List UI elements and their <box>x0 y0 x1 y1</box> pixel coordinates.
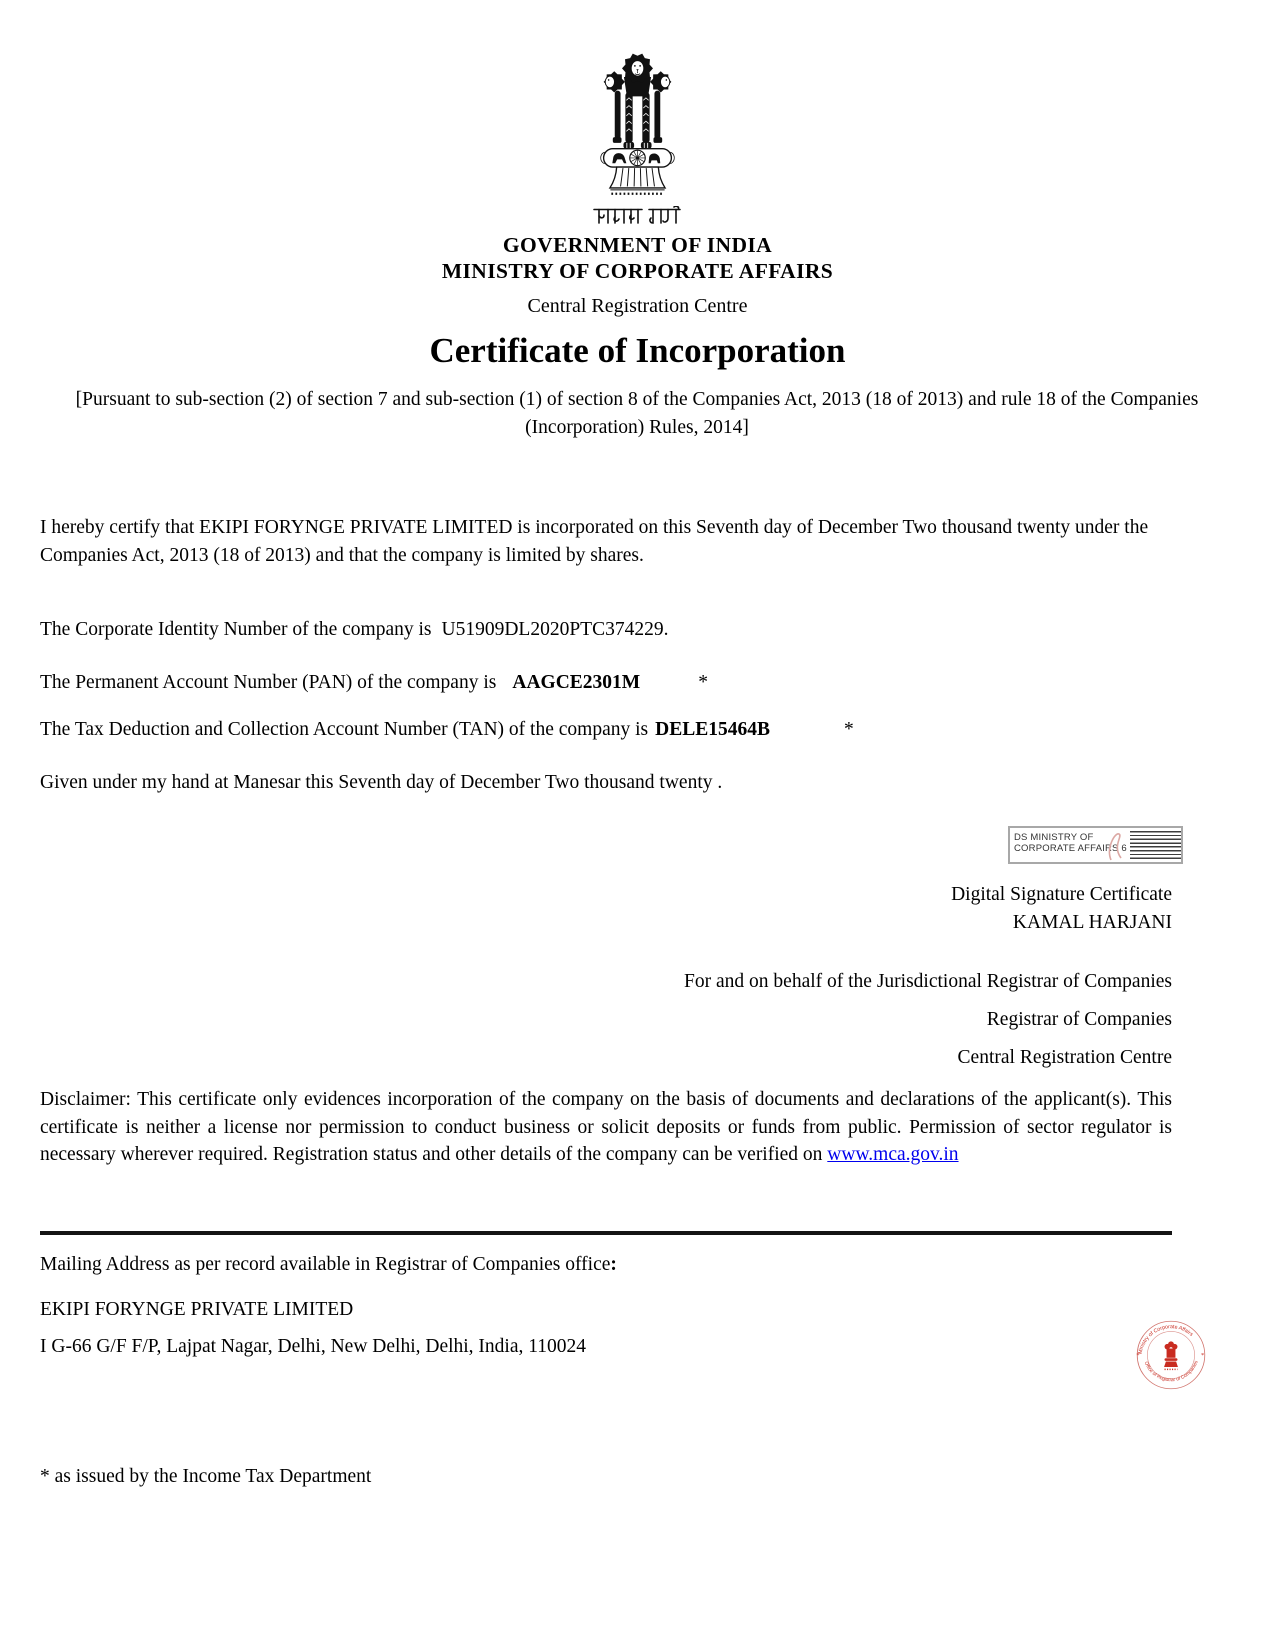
certification-paragraph: I hereby certify that EKIPI FORYNGE PRIVATE LIMITED is incorporated on this Seventh day of December Two thousand twenty under the Companies Act, 2013 (18 of 2013) and that the company is limited by shares. <box>40 517 1149 566</box>
header-government-of-india: GOVERNMENT OF INDIA <box>502 233 773 257</box>
cin-label: The Corporate Identity Number of the company is <box>40 619 432 640</box>
signature-metadata-micro-text <box>1130 831 1181 861</box>
on-behalf-line: For and on behalf of the Jurisdictional Registrar of Companies <box>684 971 1172 992</box>
ds-signature-stamp <box>1008 826 1183 864</box>
horizontal-divider <box>40 1231 1172 1235</box>
tan-label: The Tax Deduction and Collection Account Number (TAN) of the company is <box>40 719 649 740</box>
pursuant-clause: [Pursuant to sub-section (2) of section 7 and sub-section (1) of section 8 of the Companies Act, 2013 (18 of 2013) and rule 18 of the Companies (Incorporation) Rules, 2014] <box>75 389 1199 438</box>
footnote-asterisk-note: * as issued by the Income Tax Department <box>40 1466 372 1487</box>
seal-top-text: Ministry of Corporate Affairs <box>1137 1324 1194 1355</box>
mailing-address-heading: Mailing Address as per record available in Registrar of Companies office: <box>40 1254 617 1275</box>
certificate-title: Certificate of Incorporation <box>429 331 846 370</box>
pan-line <box>40 669 1172 697</box>
tan-value: DELE15464B <box>655 719 770 740</box>
disclaimer-text: Disclaimer: This certificate only evidences incorporation of the company on the basis of documents and declarations of the applicant(s). This certificate is neither a license nor permission to conduct business or solicit deposits or funds from public. Permission of sector regulator is necessary wherever required. Registration status and other details of the company can be verified on <box>40 1089 1172 1165</box>
cin-line <box>40 616 1172 644</box>
tan-asterisk: * <box>843 719 854 740</box>
mca-link[interactable]: www.mca.gov.in <box>827 1144 959 1165</box>
digital-signature-certificate-line: Digital Signature Certificate <box>951 884 1172 905</box>
header-ministry: MINISTRY OF CORPORATE AFFAIRS <box>441 259 834 283</box>
lion-capital-graphic <box>589 48 686 201</box>
seal-bottom-text: Office of Registrar of Companies <box>1142 1360 1200 1384</box>
tan-line <box>40 716 1172 744</box>
cin-value: U51909DL2020PTC374229 <box>441 619 664 640</box>
central-registration-centre-line: Central Registration Centre <box>957 1047 1172 1068</box>
mailing-company-name: EKIPI FORYNGE PRIVATE LIMITED <box>40 1299 354 1320</box>
disclaimer-paragraph <box>40 1086 1172 1169</box>
mailing-address-line: I G-66 G/F F/P, Lajpat Nagar, Delhi, New Delhi, Delhi, India, 110024 <box>40 1336 587 1357</box>
national-emblem-lion-capital <box>589 48 686 206</box>
pan-asterisk: * <box>698 672 708 693</box>
header-central-registration-centre: Central Registration Centre <box>527 295 748 317</box>
motto-devanagari-graphic <box>593 206 681 226</box>
ds-stamp-label: DS MINISTRY OF CORPORATE AFFAIRS 6 <box>1014 832 1127 854</box>
seal-center-emblem <box>1164 1341 1178 1369</box>
pan-label: The Permanent Account Number (PAN) of the company is <box>40 672 497 693</box>
signature-flourish-icon <box>1104 829 1128 863</box>
pan-value: AAGCE2301M <box>512 672 641 693</box>
roc-seal-graphic <box>1134 1318 1208 1392</box>
registrar-of-companies-line: Registrar of Companies <box>986 1009 1172 1030</box>
satyameva-jayate-motto <box>593 206 681 231</box>
cin-period: . <box>663 619 669 640</box>
seal-right-star: * <box>1201 1351 1205 1359</box>
svg-text:Ministry of Corporate Affairs <box>1138 1324 1195 1354</box>
seal-left-star: * <box>1136 1351 1140 1359</box>
roc-seal <box>1134 1318 1208 1397</box>
signatory-name: KAMAL HARJANI <box>1012 912 1172 933</box>
given-under-hand-line: Given under my hand at Manesar this Seventh day of December Two thousand twenty . <box>40 772 723 793</box>
